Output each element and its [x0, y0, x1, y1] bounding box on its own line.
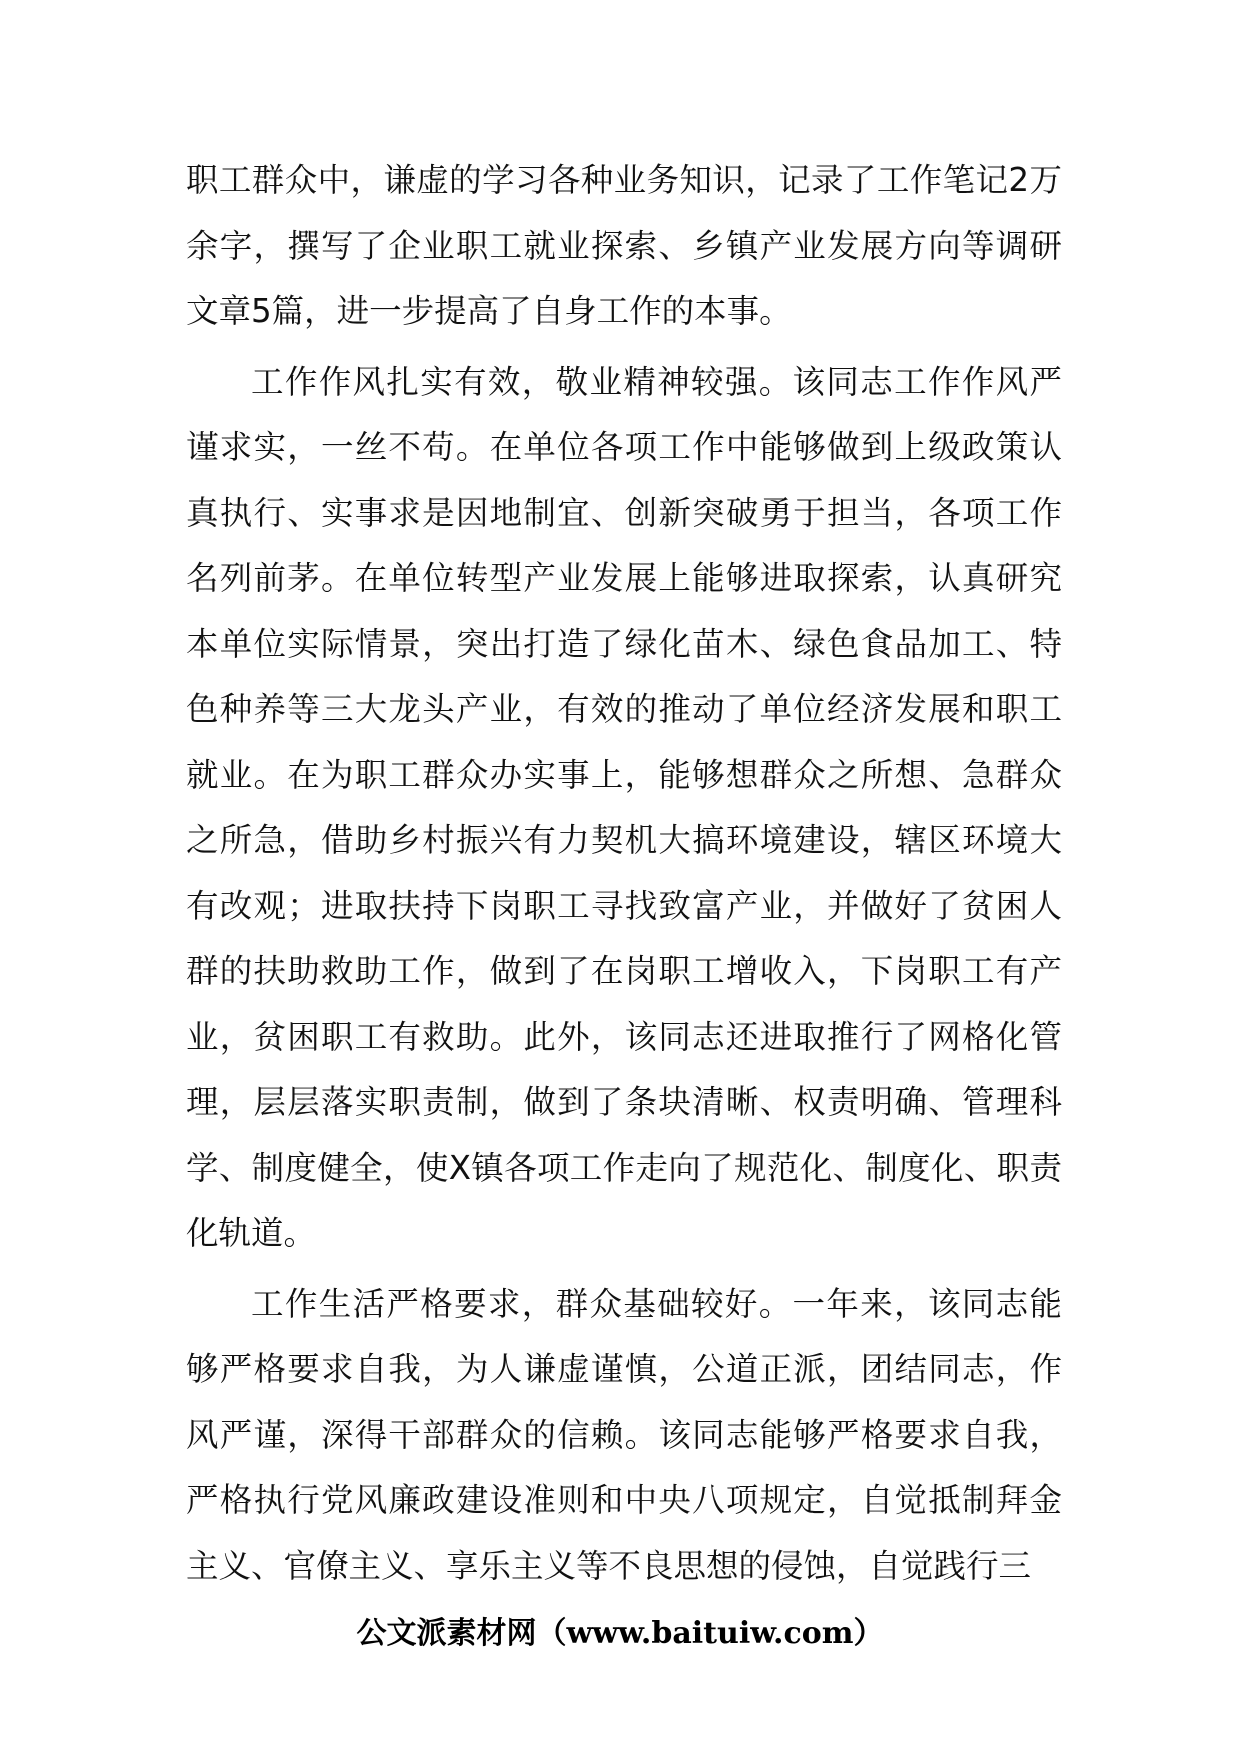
paragraph-work-style: 工作作风扎实有效，敬业精神较强。该同志工作作风严谨求实，一丝不苟。在单位各项工作中能够做到上级政策认真执行、实事求是因地制宜、创新突破勇于担当，各项工作名列前茅。在单位转型产业发展上能够进取探索，认真研究本单位实际情景，突出打造了绿化苗木、绿色食品加工、特色种养等三大龙头产业，有效的推动了单位经济发展和职工就业。在为职工群众办实事上，能够想群众之所想、急群众之所急，借助乡村振兴有力契机大搞环境建设，辖区环境大有改观；进取扶持下岗职工寻找致富产业，并做好了贫困人群的扶助救助工作，做到了在岗职工增收入，下岗职工有产业，贫困职工有救助。此外，该同志还进取推行了网格化管理，层层落实职责制，做到了条块清晰、权责明确、管理科学、制度健全，使X镇各项工作走向了规范化、制度化、职责化轨道。	[186, 362, 1062, 1252]
paragraph-work-life: 工作生活严格要求，群众基础较好。一年来，该同志能够严格要求自我，为人谦虚谨慎，公道正派，团结同志，作风严谨，深得干部群众的信赖。该同志能够严格要求自我，严格执行党风廉政建设准则和中央八项规定，自觉抵制拜金主义、官僚主义、享乐主义等不良思想的侵蚀，自觉践行三	[186, 1284, 1062, 1585]
document-body	[186, 148, 1062, 1599]
footer-watermark: 公文派素材网（www.baituiw.com）	[356, 1616, 884, 1651]
paragraph-continuation: 职工群众中，谦虚的学习各种业务知识，记录了工作笔记2万余字，撰写了企业职工就业探索、乡镇产业发展方向等调研文章5篇，进一步提高了自身工作的本事。	[186, 161, 1062, 330]
